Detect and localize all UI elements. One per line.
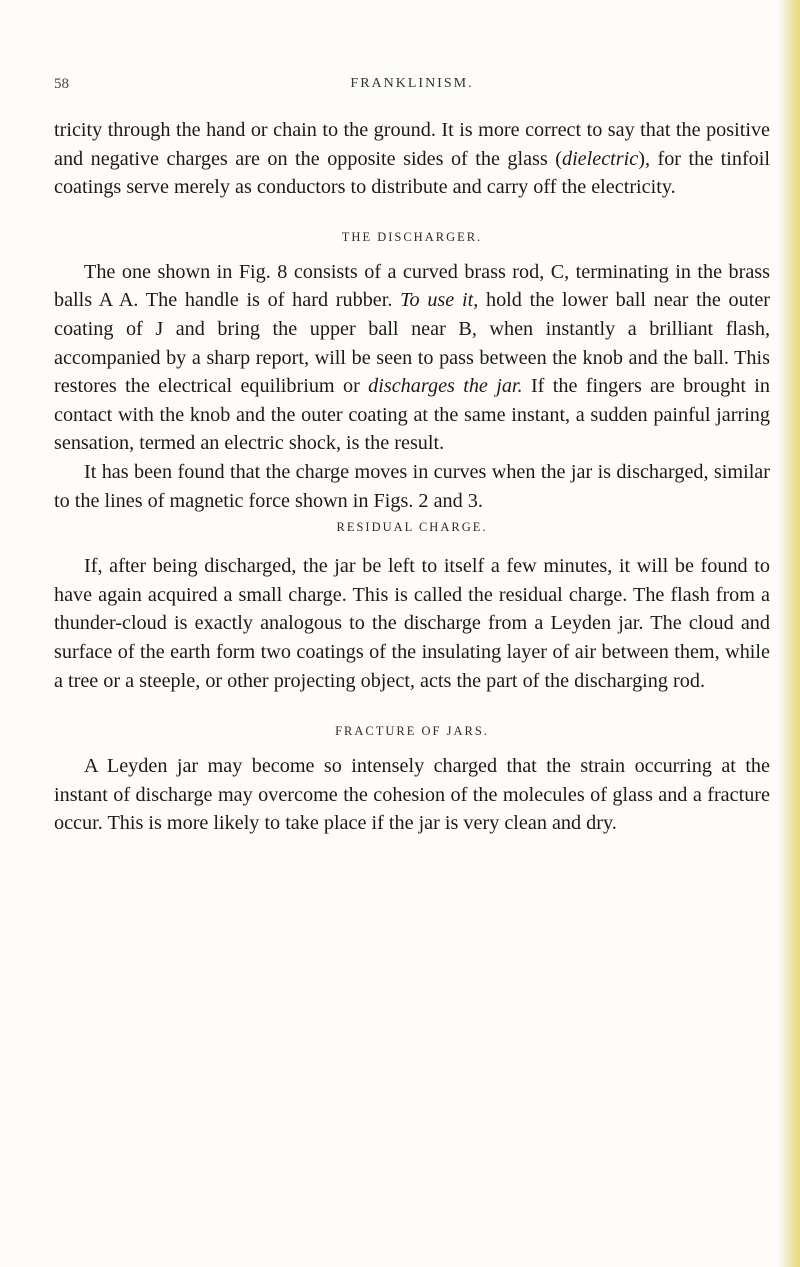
italic-phrase: To use it, [400, 289, 479, 312]
paragraph-fracture-of-jars: A Leyden jar may become so intensely charged that the strain occurring at the instant of discharge may overcome the cohesion of the molecules of glass and a fracture occur. This is more likely to take place if the jar is very clean and dry. [54, 755, 770, 835]
italic-term: dielectric [561, 147, 639, 170]
text-run: ), for the tinfoil coatings serve merely as conductors to distribute and carry off the electricity. [54, 147, 770, 199]
section-heading-discharger: THE DISCHARGER. [341, 229, 483, 244]
page-edge [778, 0, 800, 1267]
text-run: hold the lower ball near the outer coating of J and bring the upper ball near B, when instantly a brilliant flash, accompanied by a sharp report, will be seen to pass between the knob and the ball. This restores the electrical equilibrium or [54, 289, 771, 398]
running-head-title: FRANKLINISM. [350, 76, 474, 91]
section-heading-residual-charge: RESIDUAL CHARGE. [336, 520, 488, 535]
book-page [54, 76, 770, 838]
text-run: If the fingers are brought in contact with the knob and the outer coating at the same instant, a sudden painful jarring sensation, termed an electric shock, is the result. [54, 375, 770, 455]
italic-phrase: discharges the jar. [368, 375, 523, 398]
text-run: tricity through the hand or chain to the ground. It is more correct to say that the positive and negative charges are on the opposite sides of the glass ( [54, 119, 770, 170]
continued-paragraph [54, 116, 770, 202]
section-heading-fracture-of-jars: FRACTURE OF JARS. [335, 724, 489, 739]
page-number: 58 [54, 76, 69, 92]
text-run: The one shown in Fig. 8 consists of a curved brass rod, C, terminating in the brass balls A A. The handle is of hard rubber. [54, 260, 770, 312]
paragraph-charge-curves: It has been found that the charge moves in curves when the jar is discharged, similar to the lines of magnetic force shown in Figs. 2 and 3. [54, 460, 770, 512]
paragraph-residual-charge: If, after being discharged, the jar be left to itself a few minutes, it will be found to have again acquired a small charge. This is called the residual charge. The flash from a thunder-cloud is exactly analogous to the discharge from a Leyden jar. The cloud and surface of the earth form two coatings of the insulating layer of air between them, while a tree or a steeple, or other projecting object, acts the part of the discharging rod. [54, 555, 770, 692]
paragraph-discharger [54, 258, 770, 458]
running-head [54, 76, 770, 98]
